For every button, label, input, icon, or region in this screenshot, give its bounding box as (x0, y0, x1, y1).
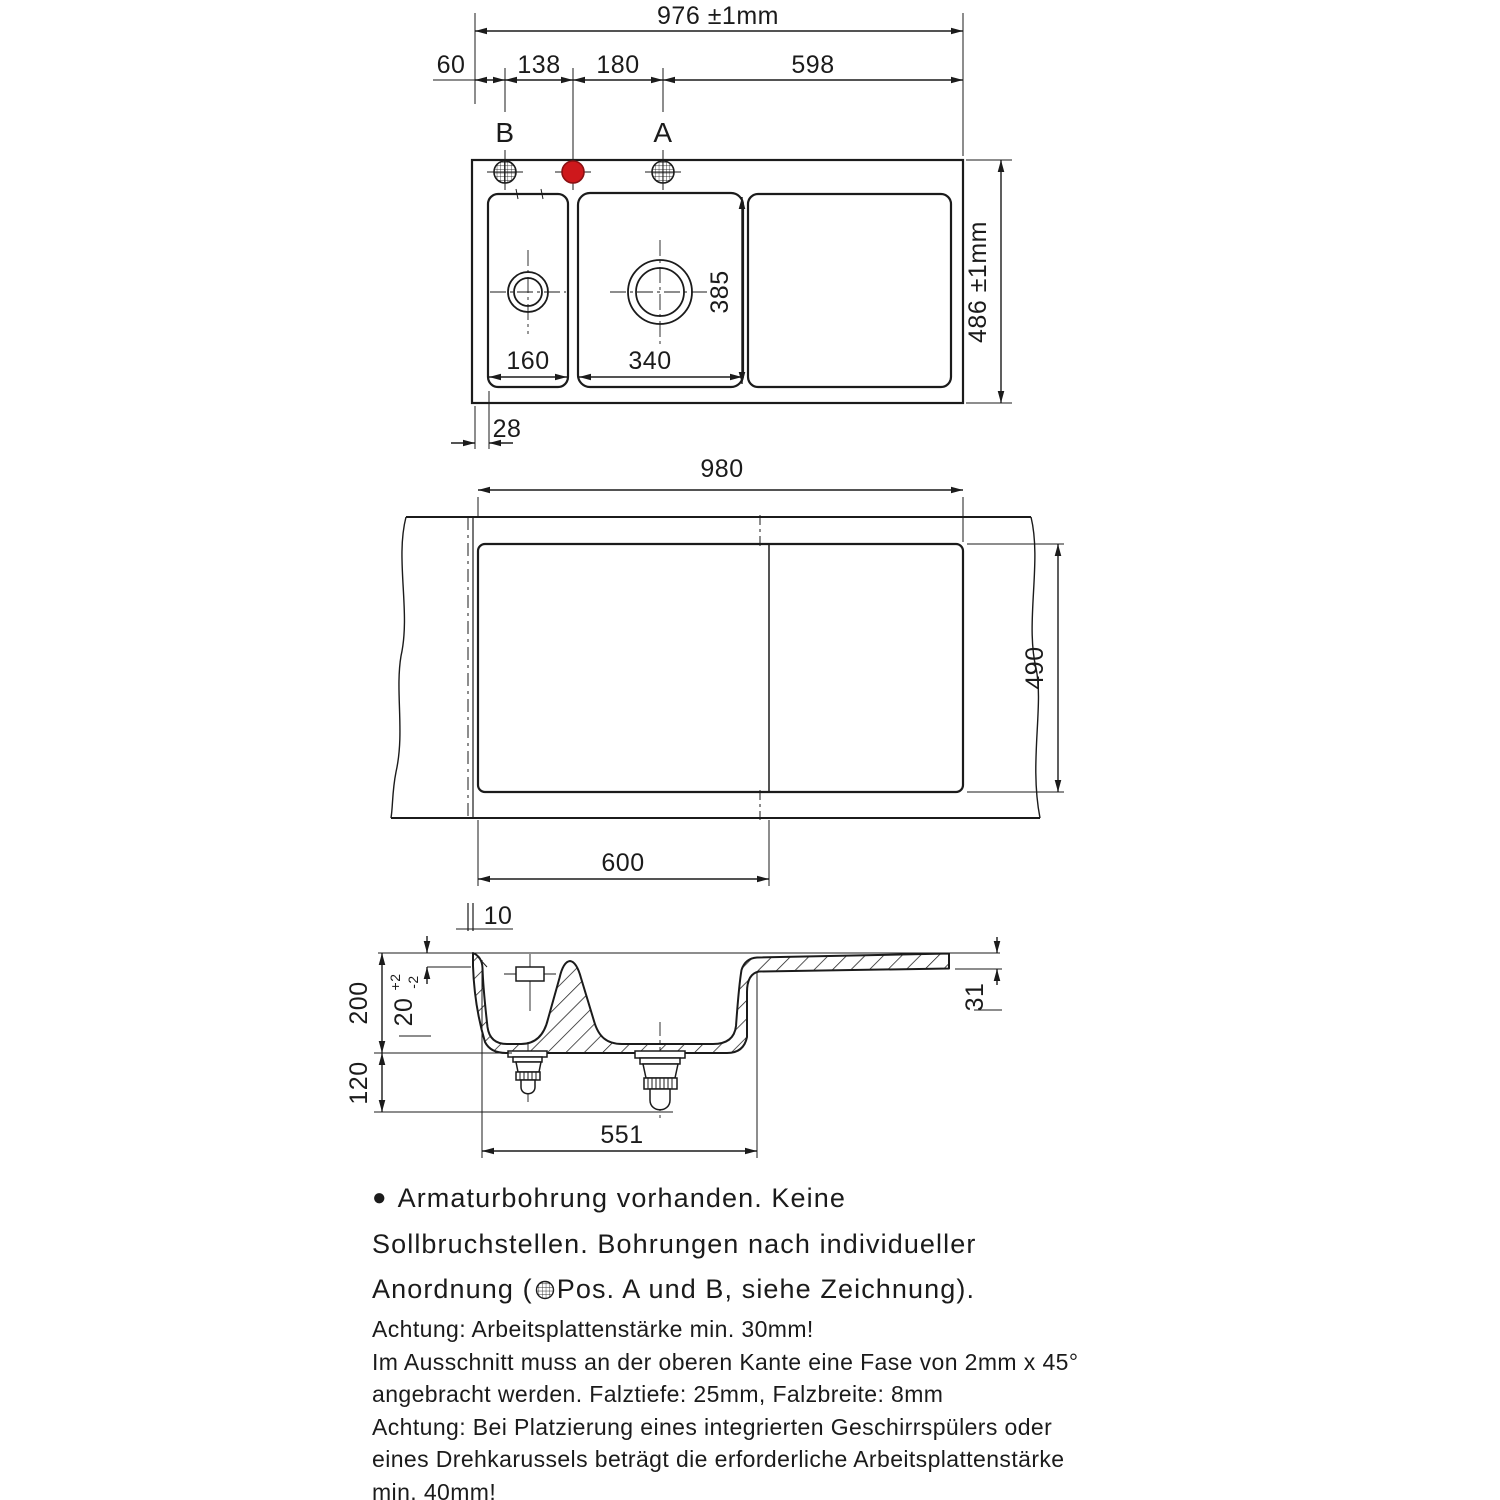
drainer-area (748, 194, 951, 387)
bullet-note-text: Pos. A und B, siehe Zeichnung). (556, 1274, 976, 1304)
cutout-outline (478, 544, 963, 792)
dim-bowl-depth: 385 (706, 270, 734, 314)
dim-main-bowl: 340 (628, 347, 672, 375)
hatched-hole-icon (535, 1280, 555, 1300)
cutout-view (391, 455, 1064, 931)
dim-body-width: 551 (600, 1121, 644, 1149)
bullet-note-text: Armaturbohrung vorhanden. Keine (397, 1183, 846, 1213)
hole-label-b: B (495, 117, 515, 148)
dim-rim-height: 20 (390, 997, 418, 1027)
drain-flange (640, 1058, 680, 1064)
dim-total-depth: 200 (345, 981, 373, 1025)
drain-flange (508, 1051, 547, 1057)
drain-nut-ribs (648, 1078, 672, 1089)
overflow-box (516, 967, 544, 981)
dim-small-bowl: 160 (506, 347, 550, 375)
warning-notes (372, 1313, 1172, 1500)
hole-hatched-icon (494, 161, 516, 183)
dim-under-bowl: 120 (345, 1061, 373, 1105)
top-view (433, 2, 1012, 449)
dim-seg-138: 138 (517, 51, 561, 79)
dim-seg-180: 180 (596, 51, 640, 79)
dim-rebate-offset: 10 (483, 902, 513, 930)
warning-line: Im Ausschnitt muss an der oberen Kante eine Fase von 2mm x 45° (372, 1348, 1079, 1375)
bullet-note (372, 1176, 1172, 1312)
warning-line: Achtung: Bei Platzierung eines integrierten Geschirrspülers oder (372, 1413, 1053, 1440)
main-bowl-drain (610, 240, 712, 344)
small-bowl-drain (490, 250, 566, 334)
hole-red-icon (562, 161, 584, 183)
drain-body (643, 1064, 678, 1078)
dim-edge-offset: 28 (492, 415, 522, 443)
small-bowl-drain-section (508, 1042, 547, 1102)
dim-rim-tol-minus: -2 (405, 975, 421, 989)
dim-drainer-edge: 31 (961, 982, 989, 1012)
hole-hatched-icon (652, 161, 674, 183)
dim-left-zone: 600 (601, 849, 645, 877)
dim-overall-height: 486 ±1mm (964, 221, 992, 343)
warning-line: Achtung: Arbeitsplattenstärke min. 30mm! (372, 1316, 814, 1342)
dim-seg-60: 60 (436, 51, 466, 79)
main-bowl-drain-section (635, 1022, 685, 1120)
bullet-note-line-2: Sollbruchstellen. Bohrungen nach individueller (372, 1229, 977, 1259)
drain-flange (635, 1051, 685, 1058)
dim-rim-tol-plus: +2 (387, 973, 403, 991)
warning-line: angebracht werden. Falztiefe: 25mm, Falzbreite: 8mm (372, 1381, 944, 1407)
bullet-note-line-3 (372, 1267, 1172, 1312)
hole-label-a: A (653, 117, 673, 148)
drain-tailpiece (650, 1089, 670, 1110)
drain-tailpiece (521, 1080, 535, 1094)
dim-cutout-height: 490 (1021, 646, 1049, 690)
bullet-icon: ● (372, 1184, 388, 1211)
bullet-note-text: Anordnung ( (372, 1274, 533, 1304)
bullet-note-line-1 (372, 1176, 1172, 1222)
dim-overall-width: 976 ±1mm (657, 2, 779, 30)
dim-seg-598: 598 (791, 51, 835, 79)
dim-cutout-width: 980 (700, 455, 744, 483)
break-line-left (391, 517, 406, 818)
warning-line: min. 40mm! (372, 1478, 497, 1500)
section-view (345, 936, 1002, 1158)
drain-body (516, 1062, 541, 1072)
overflow-symbol (504, 954, 556, 1011)
warning-line: eines Drehkarussels beträgt die erforderliche Arbeitsplattenstärke (372, 1446, 1065, 1472)
